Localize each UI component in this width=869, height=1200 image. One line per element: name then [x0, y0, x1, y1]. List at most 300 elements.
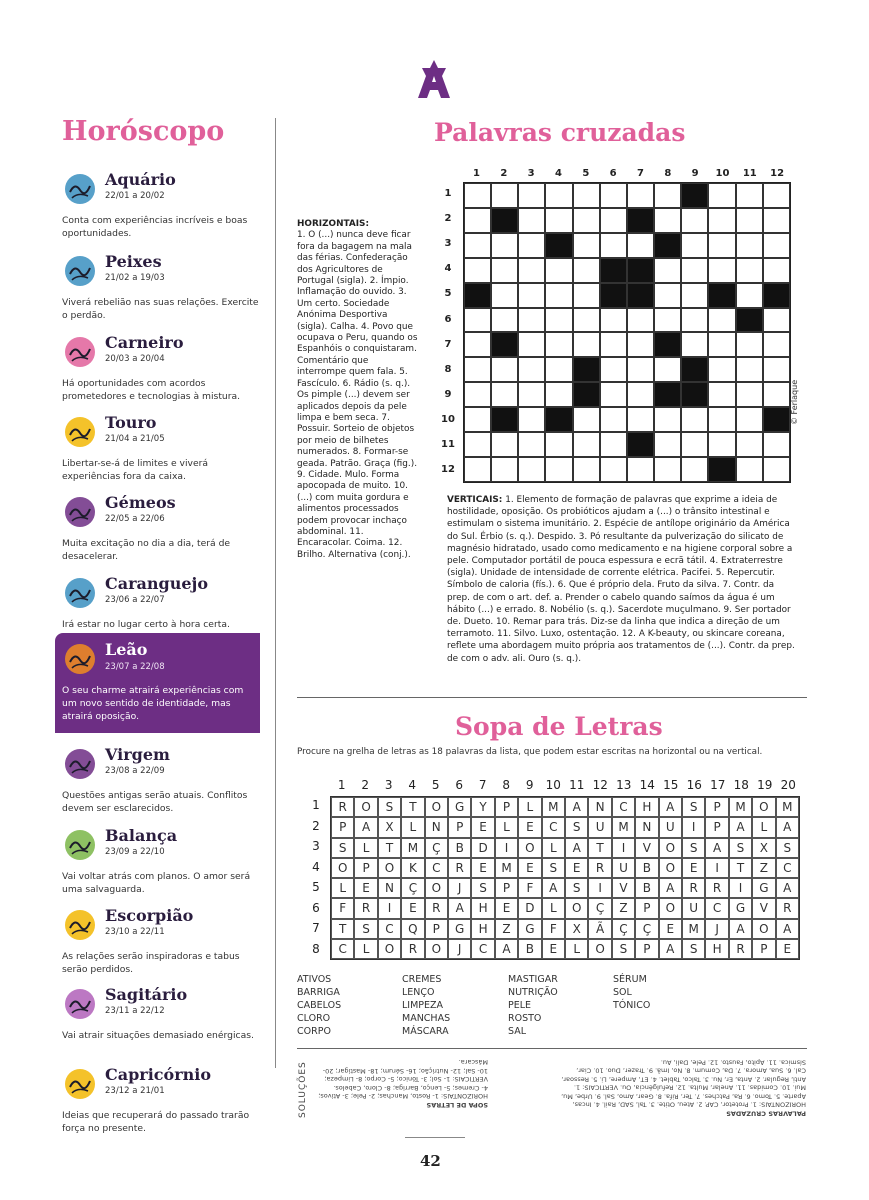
word-search-letter[interactable]: G [518, 919, 541, 939]
crossword-cell[interactable] [763, 457, 790, 482]
word-search-letter[interactable]: Ç [588, 898, 611, 918]
crossword-cell[interactable] [627, 382, 654, 407]
crossword-cell[interactable] [545, 357, 572, 382]
crossword-cell[interactable] [491, 183, 518, 208]
crossword-cell[interactable] [491, 357, 518, 382]
crossword-cell[interactable] [518, 308, 545, 333]
crossword-cell[interactable] [600, 407, 627, 432]
word-search-letter[interactable]: P [354, 858, 377, 878]
crossword-cell[interactable] [491, 457, 518, 482]
word-search-letter[interactable]: R [776, 898, 799, 918]
word-search-letter[interactable]: H [471, 919, 494, 939]
word-search-letter[interactable]: S [378, 797, 401, 817]
crossword-row-number: 5 [444, 288, 452, 300]
crossword-cell[interactable] [627, 457, 654, 482]
word-search-letter[interactable]: N [425, 817, 448, 837]
crossword-cell[interactable] [763, 332, 790, 357]
word-search-letter[interactable]: M [542, 797, 565, 817]
word-search-letter[interactable]: E [471, 817, 494, 837]
crossword-cell[interactable] [600, 233, 627, 258]
word-search-letter[interactable]: O [378, 858, 401, 878]
word-search-letter[interactable]: U [682, 898, 705, 918]
crossword-cell[interactable] [464, 308, 491, 333]
crossword-cell[interactable] [545, 382, 572, 407]
word-search-letter[interactable]: E [518, 858, 541, 878]
word-search-letter[interactable]: X [378, 817, 401, 837]
word-search-letter[interactable]: C [331, 939, 354, 959]
crossword-cell[interactable] [708, 308, 735, 333]
word-search-letter[interactable]: Ç [425, 838, 448, 858]
word-search-letter[interactable]: A [776, 817, 799, 837]
word-search-letter[interactable]: L [354, 838, 377, 858]
word-search-letter[interactable]: C [425, 858, 448, 878]
word-search-letter[interactable]: F [542, 919, 565, 939]
word-search-letter[interactable]: M [612, 817, 635, 837]
word-search-letter[interactable]: C [378, 919, 401, 939]
word-search-letter[interactable]: E [495, 898, 518, 918]
word-search-letter[interactable]: N [588, 797, 611, 817]
word-search-letter[interactable]: P [331, 817, 354, 837]
word-search-letter[interactable]: S [682, 939, 705, 959]
crossword-cell[interactable] [464, 457, 491, 482]
crossword-cell[interactable] [708, 332, 735, 357]
word-search-letter[interactable]: I [682, 817, 705, 837]
word-search-letter[interactable]: S [565, 878, 588, 898]
word-search-column-number: 15 [663, 778, 679, 792]
crossword-cell[interactable] [464, 233, 491, 258]
word-search-letter[interactable]: B [635, 878, 658, 898]
crossword-cell[interactable] [736, 407, 763, 432]
word-search-letter[interactable]: J [705, 919, 728, 939]
word-search-letter[interactable]: T [331, 919, 354, 939]
sign-name: Capricórnio [105, 1065, 212, 1084]
crossword-cell[interactable] [654, 258, 681, 283]
word-search-letter[interactable]: M [776, 797, 799, 817]
crossword-cell[interactable] [573, 457, 600, 482]
word-search-letter[interactable]: A [729, 919, 752, 939]
word-search-letter[interactable]: Ç [401, 878, 424, 898]
crossword-cell[interactable] [654, 208, 681, 233]
word-search-letter[interactable]: E [471, 858, 494, 878]
horizontal-clues-label: HORIZONTAIS: [297, 219, 369, 229]
word-search-letter[interactable]: I [729, 878, 752, 898]
word-search-letter[interactable]: C [471, 939, 494, 959]
word-search-letter[interactable]: S [729, 838, 752, 858]
word-search-letter[interactable]: E [565, 858, 588, 878]
word-search-letter[interactable]: P [448, 817, 471, 837]
word-search-letter[interactable]: O [659, 858, 682, 878]
word-search-letter[interactable]: P [705, 817, 728, 837]
crossword-cell[interactable] [464, 208, 491, 233]
word-search-letter[interactable]: I [495, 838, 518, 858]
word-search-letter[interactable]: K [401, 858, 424, 878]
word-search-letter[interactable]: A [776, 919, 799, 939]
word-search-letter[interactable]: Q [401, 919, 424, 939]
word-search-letter[interactable]: L [495, 817, 518, 837]
word-search-letter[interactable]: O [752, 919, 775, 939]
word-search-letter[interactable]: T [401, 797, 424, 817]
sign-name: Touro [105, 413, 157, 432]
word-search-letter[interactable]: L [752, 817, 775, 837]
word-search-letter[interactable]: G [729, 898, 752, 918]
word-search-letter[interactable]: T [378, 838, 401, 858]
crossword-cell[interactable] [600, 432, 627, 457]
word-search-letter[interactable]: I [378, 898, 401, 918]
crossword-cell[interactable] [573, 332, 600, 357]
word-list-item: SAL [508, 1026, 526, 1037]
word-search-letter[interactable]: P [705, 797, 728, 817]
word-search-letter[interactable]: Z [495, 919, 518, 939]
crossword-cell[interactable] [600, 208, 627, 233]
crossword-cell[interactable] [518, 432, 545, 457]
crossword-cell[interactable] [518, 233, 545, 258]
crossword-cell[interactable] [545, 332, 572, 357]
crossword-cell[interactable] [736, 283, 763, 308]
word-search-letter[interactable]: E [659, 919, 682, 939]
crossword-cell[interactable] [518, 382, 545, 407]
crossword-cell[interactable] [573, 258, 600, 283]
word-search-letter[interactable]: B [448, 838, 471, 858]
crossword-cell[interactable] [464, 332, 491, 357]
word-search-letter[interactable]: R [401, 939, 424, 959]
crossword-cell[interactable] [545, 308, 572, 333]
word-search-letter[interactable]: C [612, 797, 635, 817]
crossword-cell[interactable] [545, 457, 572, 482]
word-search-letter[interactable]: F [518, 878, 541, 898]
word-search-letter[interactable]: U [588, 817, 611, 837]
word-search-letter[interactable]: S [354, 919, 377, 939]
word-search-letter[interactable]: X [565, 919, 588, 939]
word-search-letter[interactable]: L [401, 817, 424, 837]
crossword-cell[interactable] [491, 258, 518, 283]
word-search-letter[interactable]: R [331, 797, 354, 817]
crossword-cell[interactable] [573, 432, 600, 457]
crossword-cell[interactable] [736, 208, 763, 233]
sign-name: Leão [105, 640, 148, 659]
word-search-letter[interactable]: O [425, 939, 448, 959]
word-search-letter[interactable]: U [659, 817, 682, 837]
crossword-cell[interactable] [464, 357, 491, 382]
crossword-cell[interactable] [491, 233, 518, 258]
word-search-letter[interactable]: M [495, 858, 518, 878]
crossword-cell[interactable] [736, 457, 763, 482]
crossword-cell[interactable] [573, 208, 600, 233]
crossword-cell[interactable] [763, 258, 790, 283]
crossword-cell[interactable] [627, 308, 654, 333]
crossword-black-cell [681, 183, 708, 208]
crossword-cell[interactable] [708, 233, 735, 258]
word-search-letter[interactable]: Z [752, 858, 775, 878]
crossword-cell[interactable] [518, 357, 545, 382]
word-search-letter[interactable]: R [705, 878, 728, 898]
word-search-letter[interactable]: T [588, 838, 611, 858]
crossword-cell[interactable] [464, 382, 491, 407]
word-search-letter[interactable]: C [542, 817, 565, 837]
crossword-cell[interactable] [491, 308, 518, 333]
crossword-cell[interactable] [654, 357, 681, 382]
word-search-letter[interactable]: N [635, 817, 658, 837]
crossword-column-number: 12 [770, 168, 785, 179]
crossword-cell[interactable] [627, 357, 654, 382]
word-search-letter[interactable]: A [495, 939, 518, 959]
crossword-row-number: 9 [444, 388, 452, 400]
crossword-cell[interactable] [600, 382, 627, 407]
word-search-letter[interactable]: Ç [635, 919, 658, 939]
word-search-letter[interactable]: P [635, 939, 658, 959]
crossword-cell[interactable] [654, 183, 681, 208]
word-search-letter[interactable]: O [752, 797, 775, 817]
crossword-cell[interactable] [708, 382, 735, 407]
word-search-letter[interactable]: V [612, 878, 635, 898]
crossword-cell[interactable] [518, 183, 545, 208]
crossword-cell[interactable] [654, 407, 681, 432]
crossword-cell[interactable] [600, 332, 627, 357]
crossword-cell[interactable] [573, 283, 600, 308]
crossword-cell[interactable] [736, 432, 763, 457]
sign-forecast: Ideias que recuperará do passado trarão força no presente. [62, 1110, 250, 1134]
word-search-letter[interactable]: L [542, 898, 565, 918]
crossword-cell[interactable] [708, 407, 735, 432]
word-search-letter[interactable]: O [331, 858, 354, 878]
word-search-letter[interactable]: D [518, 898, 541, 918]
crossword-cell[interactable] [573, 233, 600, 258]
crossword-cell[interactable] [464, 258, 491, 283]
word-search-letter[interactable]: Ã [588, 919, 611, 939]
word-search-letter[interactable]: A [659, 878, 682, 898]
crossword-cell[interactable] [491, 283, 518, 308]
crossword-cell[interactable] [627, 233, 654, 258]
crossword-cell[interactable] [681, 407, 708, 432]
word-search-letter[interactable]: O [518, 838, 541, 858]
word-search-letter[interactable]: S [612, 939, 635, 959]
word-search-letter[interactable]: S [565, 817, 588, 837]
word-search-letter[interactable]: V [752, 898, 775, 918]
crossword-cell[interactable] [736, 357, 763, 382]
word-search-letter[interactable]: F [331, 898, 354, 918]
word-search-letter[interactable]: R [425, 898, 448, 918]
word-search-letter[interactable]: S [682, 797, 705, 817]
crossword-cell[interactable] [736, 332, 763, 357]
word-search-letter[interactable]: C [776, 858, 799, 878]
word-search-letter[interactable]: A [659, 797, 682, 817]
crossword-cell[interactable] [573, 308, 600, 333]
word-search-letter[interactable]: L [354, 939, 377, 959]
crossword-cell[interactable] [708, 258, 735, 283]
crossword-cell[interactable] [681, 457, 708, 482]
word-search-letter[interactable]: O [425, 878, 448, 898]
word-search-grid[interactable] [330, 796, 800, 960]
word-search-letter[interactable]: R [682, 878, 705, 898]
crossword-cell[interactable] [708, 357, 735, 382]
crossword-cell[interactable] [627, 332, 654, 357]
crossword-grid[interactable] [463, 182, 791, 483]
word-list-item: CREMES [402, 974, 442, 985]
word-search-letter[interactable]: I [588, 878, 611, 898]
word-search-letter[interactable]: O [354, 797, 377, 817]
word-search-letter[interactable]: A [776, 878, 799, 898]
crossword-cell[interactable] [763, 233, 790, 258]
word-search-letter[interactable]: B [635, 858, 658, 878]
word-search-letter[interactable]: A [729, 817, 752, 837]
word-search-letter[interactable]: H [471, 898, 494, 918]
word-search-letter[interactable]: I [612, 838, 635, 858]
word-search-letter[interactable]: C [705, 898, 728, 918]
word-search-letter[interactable]: E [354, 878, 377, 898]
word-list-column [402, 973, 450, 1038]
crossword-cell[interactable] [573, 407, 600, 432]
word-search-letter[interactable]: H [635, 797, 658, 817]
crossword-cell[interactable] [763, 357, 790, 382]
word-search-letter[interactable]: R [448, 858, 471, 878]
word-search-letter[interactable]: O [425, 797, 448, 817]
crossword-cell[interactable] [464, 407, 491, 432]
word-search-letter[interactable]: X [752, 838, 775, 858]
crossword-cell[interactable] [491, 432, 518, 457]
crossword-cell[interactable] [763, 208, 790, 233]
word-search-letter[interactable]: A [705, 838, 728, 858]
word-search-letter[interactable]: P [495, 797, 518, 817]
crossword-cell[interactable] [518, 407, 545, 432]
word-search-letter[interactable]: G [448, 797, 471, 817]
crossword-cell[interactable] [654, 457, 681, 482]
crossword-cell[interactable] [491, 382, 518, 407]
word-search-letter[interactable]: S [776, 838, 799, 858]
crossword-cell[interactable] [763, 432, 790, 457]
word-search-letter[interactable]: E [682, 858, 705, 878]
crossword-cell[interactable] [654, 283, 681, 308]
word-search-letter[interactable]: P [752, 939, 775, 959]
word-search-letter[interactable]: A [542, 878, 565, 898]
column-divider [275, 118, 276, 1068]
word-search-letter[interactable]: P [425, 919, 448, 939]
crossword-column-number: 4 [555, 168, 562, 179]
word-search-letter[interactable]: B [518, 939, 541, 959]
word-search-letter[interactable]: A [565, 838, 588, 858]
word-search-letter[interactable]: T [729, 858, 752, 878]
word-search-letter[interactable]: N [378, 878, 401, 898]
word-search-letter[interactable]: P [635, 898, 658, 918]
word-search-letter[interactable]: A [354, 817, 377, 837]
word-search-letter[interactable]: A [565, 797, 588, 817]
crossword-cell[interactable] [681, 233, 708, 258]
crossword-cell[interactable] [464, 432, 491, 457]
crossword-cell[interactable] [518, 457, 545, 482]
word-search-letter[interactable]: M [682, 919, 705, 939]
crossword-cell[interactable] [518, 283, 545, 308]
word-search-letter[interactable]: V [635, 838, 658, 858]
word-search-letter[interactable]: E [542, 939, 565, 959]
word-search-letter[interactable]: Z [612, 898, 635, 918]
word-search-solutions [318, 1058, 488, 1109]
word-search-letter[interactable]: G [752, 878, 775, 898]
word-search-letter[interactable]: Ç [612, 919, 635, 939]
crossword-cell[interactable] [763, 382, 790, 407]
crossword-cell[interactable] [763, 308, 790, 333]
crossword-cell[interactable] [654, 308, 681, 333]
pisces-icon [62, 252, 98, 288]
crossword-cell[interactable] [708, 432, 735, 457]
word-search-letter[interactable]: H [705, 939, 728, 959]
crossword-cell[interactable] [518, 208, 545, 233]
crossword-cell[interactable] [736, 382, 763, 407]
word-search-letter[interactable]: R [588, 858, 611, 878]
crossword-cell[interactable] [545, 283, 572, 308]
crossword-cell[interactable] [736, 258, 763, 283]
crossword-cell[interactable] [708, 183, 735, 208]
crossword-cell[interactable] [600, 357, 627, 382]
word-search-letter[interactable]: O [659, 898, 682, 918]
word-search-letter[interactable]: E [776, 939, 799, 959]
crossword-cell[interactable] [627, 183, 654, 208]
word-search-letter[interactable]: L [565, 939, 588, 959]
word-search-letter[interactable]: R [354, 898, 377, 918]
word-search-letter[interactable]: S [542, 858, 565, 878]
crossword-black-cell [491, 407, 518, 432]
word-search-letter[interactable]: J [448, 878, 471, 898]
word-search-letter[interactable]: O [588, 939, 611, 959]
word-search-letter[interactable]: L [331, 878, 354, 898]
crossword-cell[interactable] [708, 208, 735, 233]
word-search-letter[interactable]: S [471, 878, 494, 898]
crossword-cell[interactable] [545, 183, 572, 208]
crossword-cell[interactable] [600, 457, 627, 482]
word-search-letter[interactable]: I [705, 858, 728, 878]
crossword-cell[interactable] [681, 258, 708, 283]
crossword-cell[interactable] [600, 183, 627, 208]
crossword-cell[interactable] [736, 183, 763, 208]
crossword-cell[interactable] [600, 308, 627, 333]
crossword-cell[interactable] [763, 183, 790, 208]
word-search-letter[interactable]: O [659, 838, 682, 858]
word-search-letter[interactable]: R [729, 939, 752, 959]
crossword-cell[interactable] [627, 407, 654, 432]
word-search-letter[interactable]: G [448, 919, 471, 939]
word-search-letter[interactable]: Y [471, 797, 494, 817]
word-search-letter[interactable]: L [518, 797, 541, 817]
word-search-letter[interactable]: S [331, 838, 354, 858]
word-search-letter[interactable]: P [495, 878, 518, 898]
word-search-letter[interactable]: U [612, 858, 635, 878]
word-search-letter[interactable]: A [448, 898, 471, 918]
crossword-cell[interactable] [681, 432, 708, 457]
crossword-cell[interactable] [545, 258, 572, 283]
word-search-letter[interactable]: D [471, 838, 494, 858]
word-search-letter[interactable]: O [565, 898, 588, 918]
word-search-letter[interactable]: J [448, 939, 471, 959]
crossword-cell[interactable] [545, 208, 572, 233]
word-search-letter[interactable]: M [401, 838, 424, 858]
crossword-cell[interactable] [518, 332, 545, 357]
crossword-cell[interactable] [681, 283, 708, 308]
word-search-letter[interactable]: S [682, 838, 705, 858]
crossword-cell[interactable] [518, 258, 545, 283]
crossword-credit: © Ferlaque [790, 379, 799, 425]
crossword-cell[interactable] [464, 183, 491, 208]
word-search-letter[interactable]: M [729, 797, 752, 817]
word-search-letter[interactable]: L [542, 838, 565, 858]
word-search-letter[interactable]: E [518, 817, 541, 837]
crossword-cell[interactable] [681, 308, 708, 333]
word-search-letter[interactable]: O [378, 939, 401, 959]
crossword-cell[interactable] [654, 432, 681, 457]
crossword-cell[interactable] [681, 332, 708, 357]
crossword-cell[interactable] [681, 208, 708, 233]
crossword-cell[interactable] [736, 233, 763, 258]
crossword-cell[interactable] [545, 432, 572, 457]
word-search-letter[interactable]: E [401, 898, 424, 918]
crossword-cell[interactable] [573, 183, 600, 208]
word-search-letter[interactable]: A [659, 939, 682, 959]
